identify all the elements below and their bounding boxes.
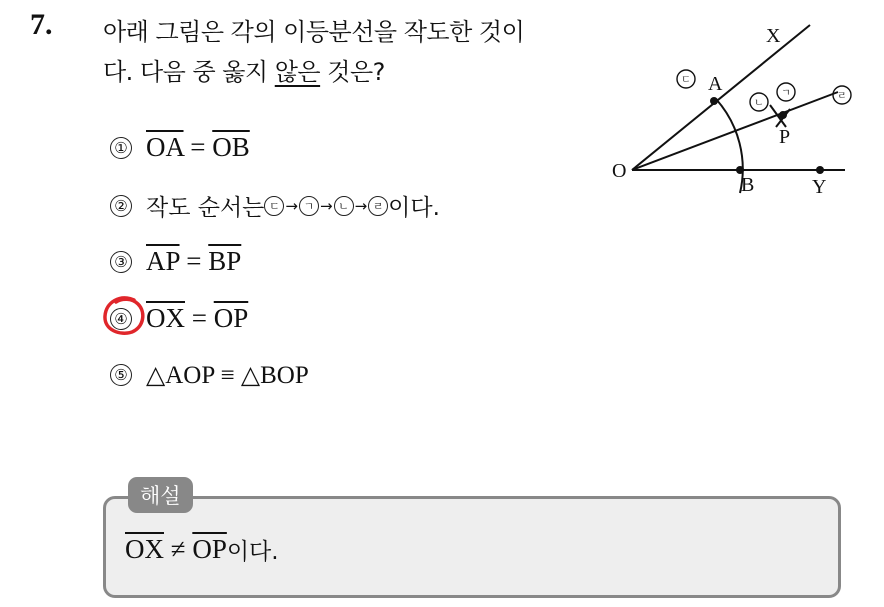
segment-left: $\overline{AP}$ <box>146 246 180 276</box>
point-y <box>816 166 824 174</box>
choice-expression <box>146 246 241 277</box>
segment-right: $\overline{OB}$ <box>212 132 250 162</box>
mark-n: ㄴ <box>754 98 764 109</box>
segment-left: $\overline{OA}$ <box>146 132 184 162</box>
question-text-line2 <box>103 52 385 87</box>
choice-5[interactable] <box>110 360 309 390</box>
arrow-icon: → <box>354 196 368 215</box>
choice-expression <box>146 132 250 163</box>
arrow-icon: → <box>285 196 298 215</box>
label-x: X <box>766 25 781 47</box>
choice-4[interactable] <box>110 303 248 334</box>
question-text-line1: 아래 그림은 각의 이등분선을 작도한 것이 <box>103 18 525 46</box>
question-text-part: 다. 다음 중 옳지 <box>103 58 275 86</box>
underlined-word: 않은 <box>274 58 321 86</box>
choice-number: ④ <box>110 308 132 330</box>
choice-number: ⑤ <box>110 364 132 386</box>
segment-left: $\overline{OX}$ <box>146 303 185 333</box>
step-mark-c: ㄷ <box>264 196 284 216</box>
angle-bisector-figure <box>600 15 870 200</box>
mark-c: ㄷ <box>681 75 691 86</box>
choice-number: ② <box>110 195 132 217</box>
choice-expression: △AOP ≡ △BOP <box>146 362 309 389</box>
solution-expression <box>125 534 227 565</box>
point-b <box>736 166 744 174</box>
choice-2[interactable] <box>110 189 440 222</box>
step-mark-g: ㄱ <box>299 196 319 216</box>
question-text-part: 것은? <box>320 58 385 86</box>
arrow-icon: → <box>319 196 333 215</box>
equals-sign: = <box>183 132 213 162</box>
solution-tab: 해설 <box>128 477 193 513</box>
choice-text-suffix: 이다. <box>388 195 440 221</box>
mark-r: ㄹ <box>837 91 847 102</box>
segment-right: $\overline{OP}$ <box>213 303 249 333</box>
choice-3[interactable] <box>110 246 241 277</box>
equals-sign: = <box>179 246 209 276</box>
mark-g: ㄱ <box>781 88 791 99</box>
equals-sign: = <box>185 303 214 333</box>
segment-right: $\overline{BP}$ <box>208 246 242 276</box>
not-equals-sign: ≠ <box>164 534 193 564</box>
step-mark-n: ㄴ <box>334 196 354 216</box>
label-y: Y <box>812 176 827 198</box>
label-p: P <box>779 126 791 148</box>
choice-1[interactable] <box>110 132 250 163</box>
choice-text-prefix: 작도 순서는 <box>146 195 265 221</box>
point-p <box>779 111 787 119</box>
choice-number: ① <box>110 137 132 159</box>
label-a: A <box>708 73 723 95</box>
solution-text <box>125 533 279 566</box>
point-a <box>710 97 718 105</box>
segment-left: $\overline{OX}$ <box>125 534 164 564</box>
step-mark-r: ㄹ <box>368 196 388 216</box>
question-number: 7. <box>30 8 53 41</box>
arc-ab <box>716 99 743 193</box>
choice-expression <box>146 303 248 334</box>
solution-suffix: 이다. <box>226 539 279 565</box>
choice-number: ③ <box>110 251 132 273</box>
segment-right: $\overline{OP}$ <box>192 534 227 564</box>
label-o: O <box>612 160 627 182</box>
label-b: B <box>741 174 755 196</box>
